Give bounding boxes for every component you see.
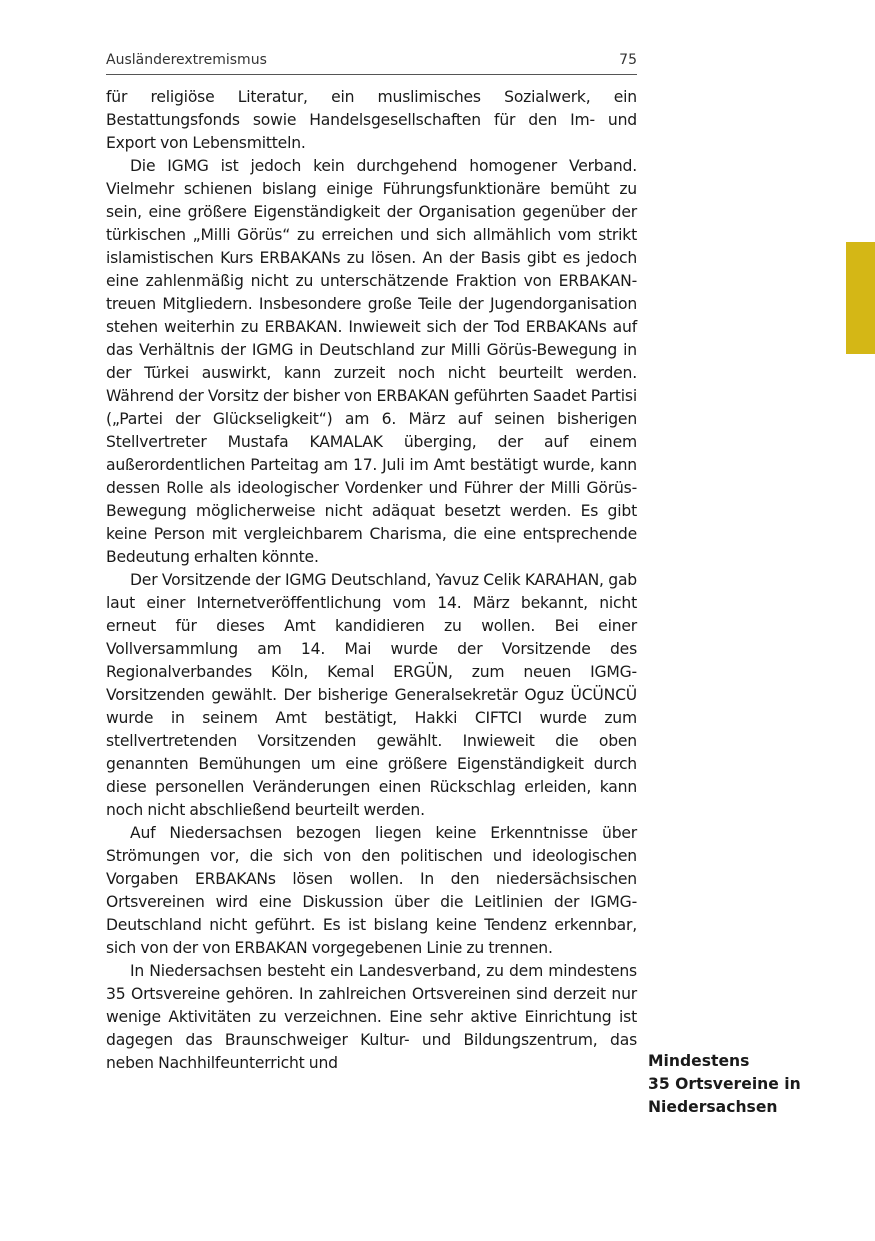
margin-note (648, 1050, 818, 1119)
body-text (106, 86, 637, 1075)
paragraph-4: Auf Niedersachsen bezogen liegen keine Erkenntnisse über Strömungen vor, die sich von den politischen und ideologischen Vorgaben ERBAKANs lösen wollen. In den niedersächsischen Ortsvereinen wird eine Diskussion über die Leitlinien der IGMG-Deutschland nicht geführt. Es ist bislang keine Tendenz erkennbar, sich von der von ERBAKAN vorgegebenen Linie zu trennen. (106, 824, 637, 957)
paragraph-3: Der Vorsitzende der IGMG Deutschland, Yavuz Celik KARAHAN, gab laut einer Internetveröffentlichung vom 14. März bekannt, nicht erneut für dieses Amt kandidieren zu wollen. Bei einer Vollversammlung am 14. Mai wurde der Vorsitzende des Regionalverbandes Köln, Kemal ERGÜN, zum neuen IGMG-Vorsitzenden gewählt. Der bisherige Generalsekretär Oguz ÜCÜNCÜ wurde in seinem Amt bestätigt, Hakki CIFTCI wurde zum stellvertretenden Vorsitzenden gewählt. Inwieweit die oben genannten Bemühungen um eine größere Eigenständigkeit durch diese personellen Veränderungen einen Rückschlag erleiden, kann noch nicht abschließend beurteilt werden. (106, 571, 637, 819)
header-title: Ausländerextremismus (106, 52, 267, 68)
margin-note-line-3: Niedersachsen (648, 1098, 778, 1116)
chapter-tab-marker (846, 242, 875, 354)
page-number: 75 (619, 52, 637, 68)
margin-note-line-1: Mindestens (648, 1052, 750, 1070)
running-header (106, 52, 637, 75)
margin-note-line-2: 35 Ortsvereine in (648, 1075, 801, 1093)
paragraph-5: In Niedersachsen besteht ein Landesverband, zu dem mindestens 35 Ortsvereine gehören. In zahlreichen Ortsvereinen sind derzeit nur wenige Aktivitäten zu verzeichnen. Eine sehr aktive Einrichtung ist dagegen das Braunschweiger Kultur- und Bildungszentrum, das neben Nachhilfeunterricht und (106, 962, 637, 1072)
paragraph-1: für religiöse Literatur, ein muslimisches Sozialwerk, ein Bestattungsfonds sowie Handelsgesellschaften für den Im- und Export von Lebensmitteln. (106, 88, 637, 152)
paragraph-2: Die IGMG ist jedoch kein durchgehend homogener Verband. Vielmehr schienen bislang einige Führungsfunktionäre bemüht zu sein, eine größere Eigenständigkeit der Organisation gegenüber der türkischen „Milli Görüs“ zu erreichen und sich allmählich vom strikt islamistischen Kurs ERBAKANs zu lösen. An der Basis gibt es jedoch eine zahlenmäßig nicht zu unterschätzende Fraktion von ERBAKAN-treuen Mitgliedern. Insbesondere große Teile der Jugendorganisation stehen weiterhin zu ERBAKAN. Inwieweit sich der Tod ERBAKANs auf das Verhältnis der IGMG in Deutschland zur Milli Görüs-Bewegung in der Türkei auswirkt, kann zurzeit noch nicht beurteilt werden. Während der Vorsitz der bisher von ERBAKAN geführten Saadet Partisi („Partei der Glückseligkeit“) am 6. März auf seinen bisherigen Stellvertreter Mustafa KAMALAK überging, der auf einem außerordentlichen Parteitag am 17. Juli im Amt bestätigt wurde, kann dessen Rolle als ideologischer Vordenker und Führer der Milli Görüs-Bewegung möglicherweise nicht adäquat besetzt werden. Es gibt keine Person mit vergleichbarem Charisma, die eine entsprechende Bedeutung erhalten könnte. (106, 157, 637, 566)
